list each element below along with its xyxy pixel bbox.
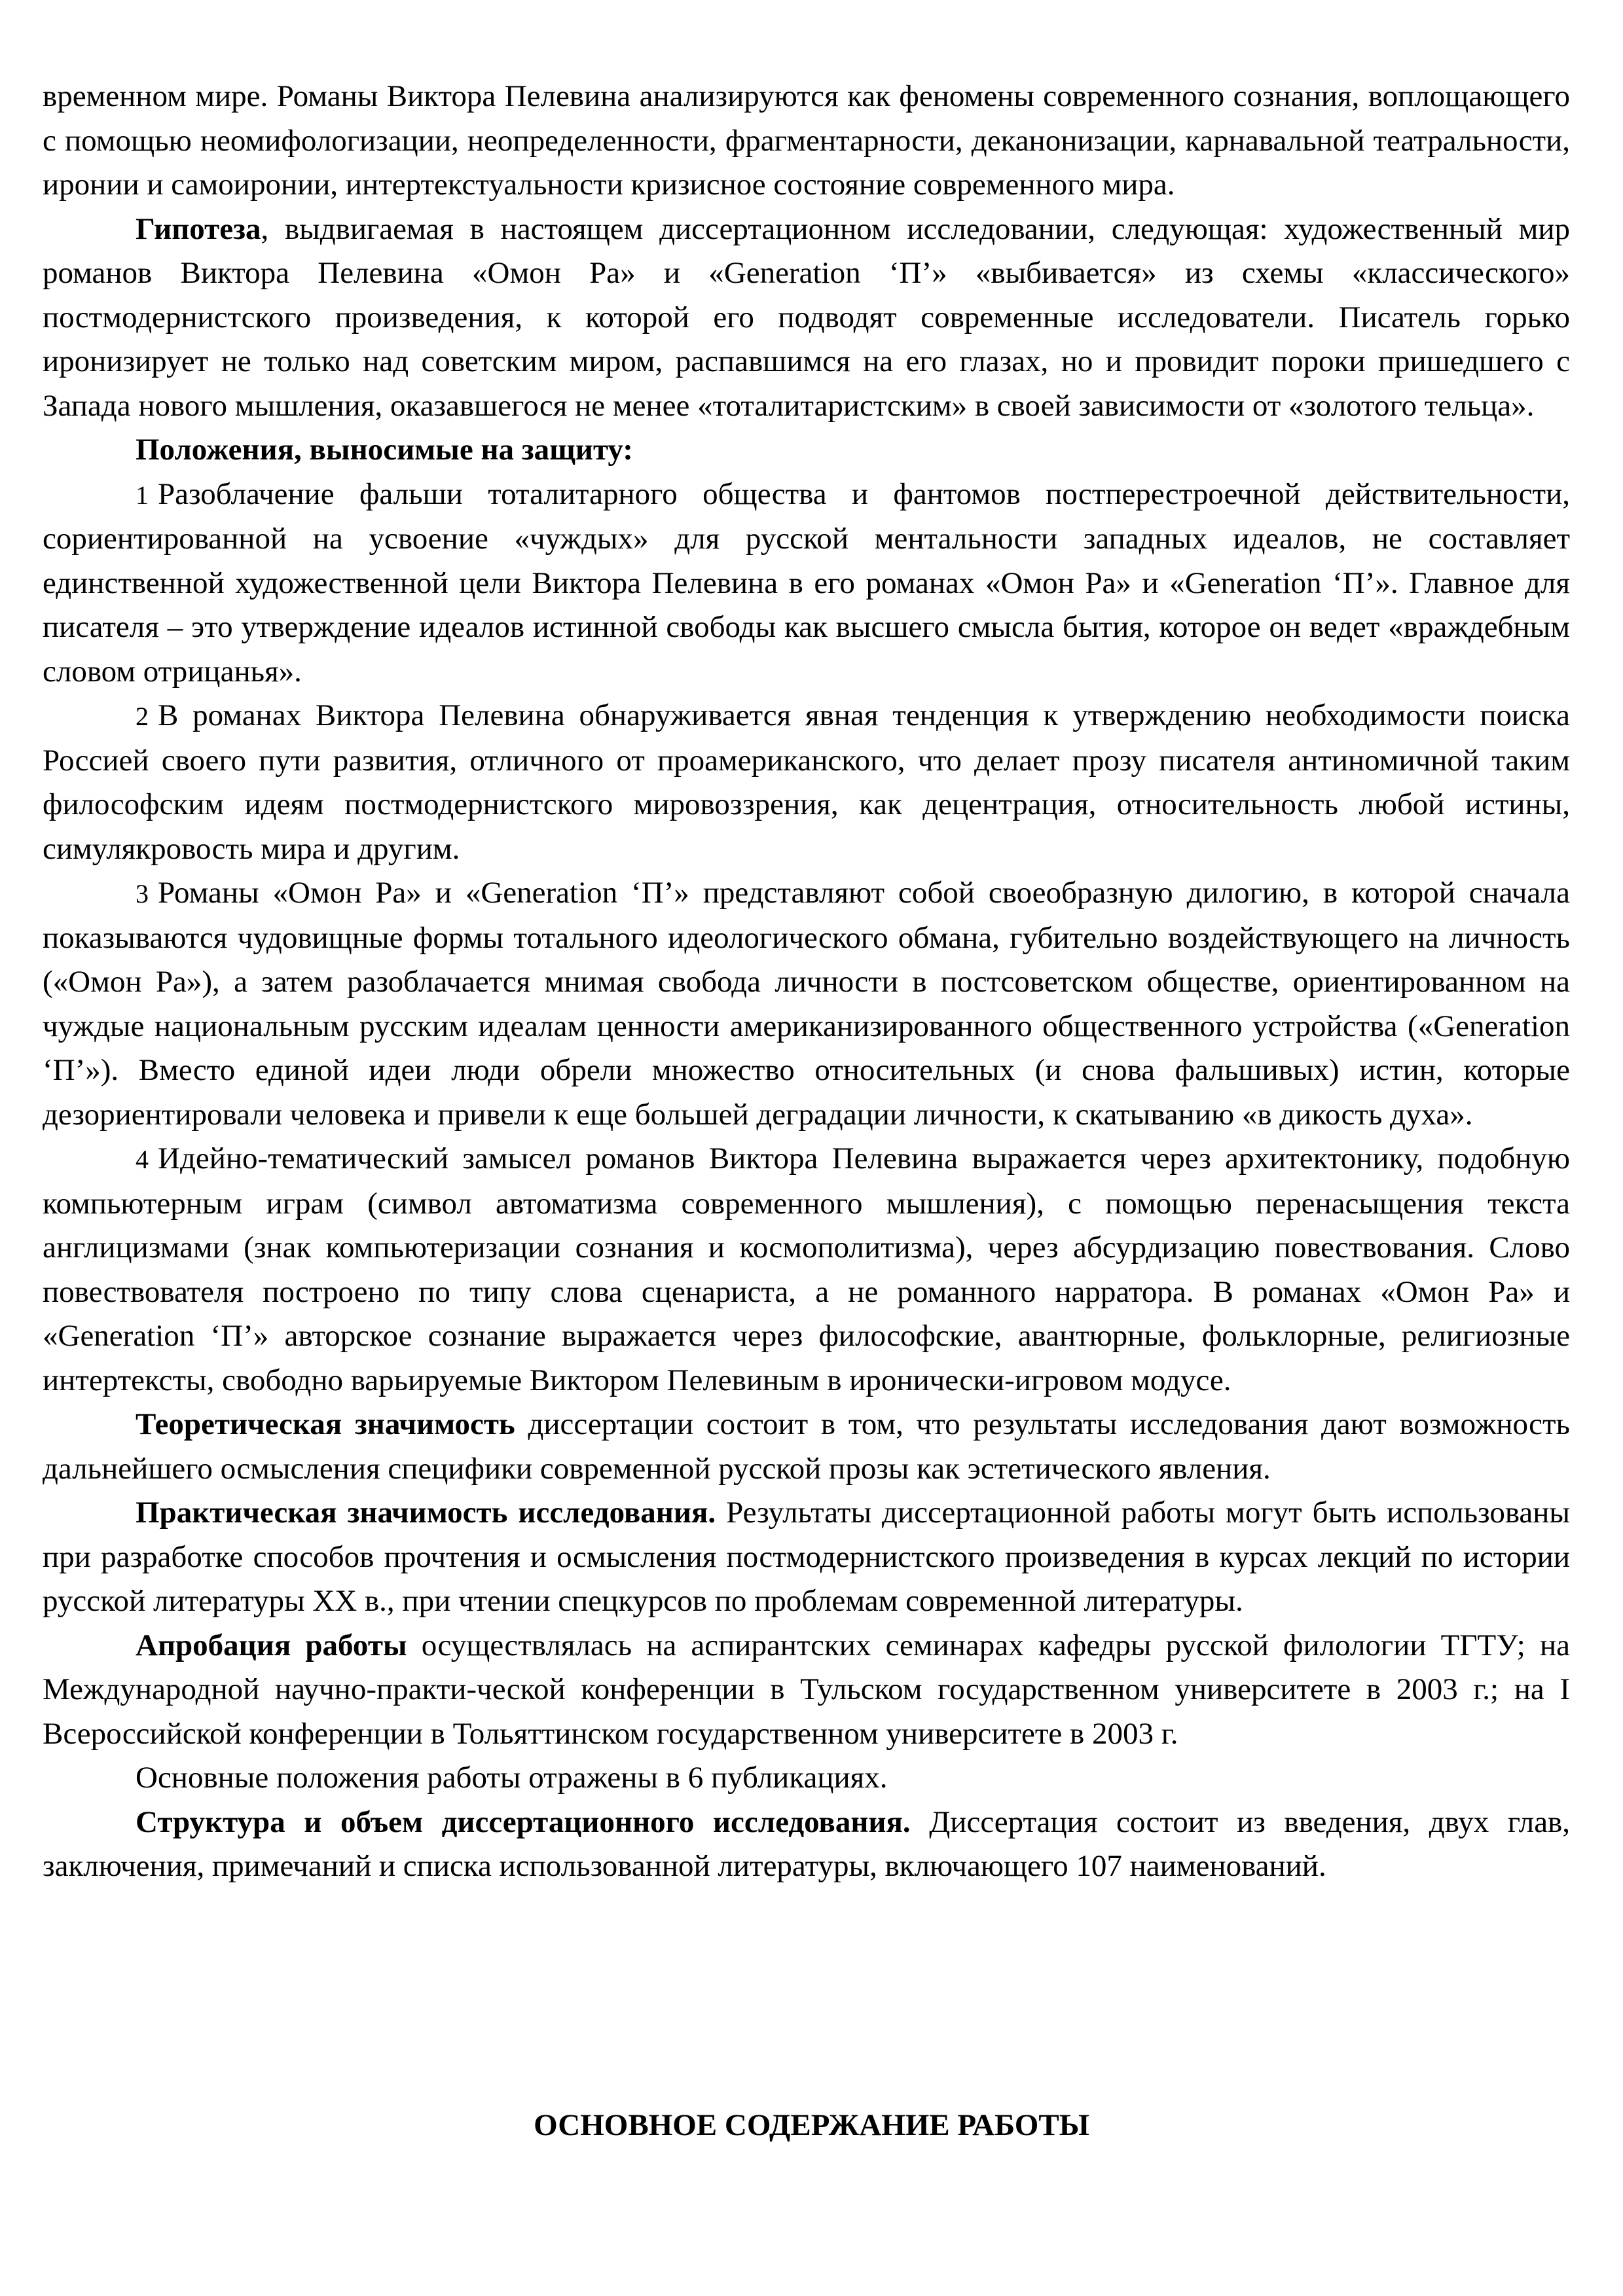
thesis-number: 3 [136, 879, 149, 908]
body-text [43, 75, 1570, 1889]
thesis-item-4 [43, 1137, 1570, 1403]
theoretical-significance-text: диссертации состоит в том, что результаты исследования дают возможность дальнейшего осмысления специфики современной русской прозы как эстетического явления. [43, 1407, 1570, 1486]
structure-text: Диссертация состоит из введения, двух глав, заключения, примечаний и списка использованной литературы, включающего 107 наименований. [43, 1804, 1571, 1883]
thesis-item-3 [43, 871, 1570, 1137]
thesis-text: Романы «Омон Ра» и «Generation ‘П’» представляют собой своеобразную дилогию, в которой сначала показываются чудовищные формы тотального идеологического обмана, губительно воздействующего на личность («Омон Ра»), а затем разоблачается мнимая свобода личности в постсоветском обществе, ориентированном на чуждые национальным русским идеалам ценности американизированного общественного устройства («Generation ‘П’»). Вместо единой идеи люди обрели множество относительных (и снова фальшивых) истин, которые дезориентировали человека и привели к еще большей деградации личности, к скатыванию «в дикость духа». [43, 876, 1570, 1132]
publications-paragraph: Основные положения работы отражены в 6 публикациях. [136, 1761, 888, 1795]
structure-paragraph [43, 1801, 1570, 1889]
intro-paragraph: временном мире. Романы Виктора Пелевина анализируются как феномены современного сознания, воплощающего с помощью неомифологизации, неопределенности, фрагментарности, деканонизации, карнавальной театральности, иронии и самоиронии, интертекстуальности кризисное состояние современного мира. [43, 79, 1570, 202]
practical-significance-label: Практическая значимость исследования. [136, 1496, 716, 1530]
approbation-paragraph [43, 1624, 1570, 1757]
thesis-number: 1 [136, 480, 149, 510]
thesis-item-1 [43, 473, 1570, 694]
structure-label: Структура и объем диссертационного исследования. [136, 1804, 911, 1839]
hypothesis-paragraph [43, 207, 1570, 429]
thesis-number: 4 [136, 1145, 149, 1174]
hypothesis-label: Гипотеза [136, 211, 261, 246]
thesis-number: 2 [136, 702, 149, 731]
thesis-text: В романах Виктора Пелевина обнаруживается явная тенденция к утверждению необходимости поиска Россией своего пути развития, отличного от проамериканского, что делает прозу писателя антиномичной таким философским идеям постмодернистского мировоззрения, как децентрация, относительность любой истины, симулякровость мира и другим. [43, 698, 1570, 866]
practical-significance-text: Результаты диссертационной работы могут быть использованы при разработке способов прочтения и осмысления постмодернистского произведения в курсах лекций по истории русской литературы XX в., при чтении спецкурсов по проблемам современной литературы. [43, 1496, 1570, 1618]
thesis-text: Разоблачение фальши тоталитарного общества и фантомов постперестроечной действительности, сориентированной на усвоение «чуждых» для русской ментальности западных идеалов, не составляет единственной художественной цели Виктора Пелевина в его романах «Омон Ра» и «Generation ‘П’». Главное для писателя – это утверждение идеалов истинной свободы как высшего смысла бытия, которое он ведет «враждебным словом отрицанья». [43, 476, 1570, 689]
theses-heading-text: Положения, выносимые на защиту: [136, 433, 633, 467]
hypothesis-text: , выдвигаемая в настоящем диссертационном исследовании, следующая: художественный мир романов Виктора Пелевина «Омон Ра» и «Generation ‘П’» «выбивается» из схемы «классического» постмодернистского произведения, к которой его подводят современные исследователи. Писатель горько иронизирует не только над советским миром, распавшимся на его глазах, но и провидит пороки пришедшего с Запада нового мышления, оказавшегося не менее «тоталитаристским» в своей зависимости от «золотого тельца». [43, 211, 1570, 423]
theoretical-significance-label: Теоретическая значимость [136, 1407, 515, 1441]
section-heading: ОСНОВНОЕ СОДЕРЖАНИЕ РАБОТЫ [534, 2108, 1089, 2142]
theses-heading [43, 428, 1570, 473]
thesis-item-2 [43, 694, 1570, 871]
thesis-text: Идейно-тематический замысел романов Виктора Пелевина выражается через архитектонику, подобную компьютерным играм (символ автоматизма современного мышления), с помощью перенасыщения текста англицизмами (знак компьютеризации сознания и космополитизма), через абсурдизацию повествования. Слово повествователя построено по типу слова сценариста, а не романного нарратора. В романах «Омон Ра» и «Generation ‘П’» авторское сознание выражается через философские, авантюрные, фольклорные, религиозные интертексты, свободно варьируемые Виктором Пелевиным в иронически-игровом модусе. [43, 1141, 1570, 1397]
theoretical-significance-paragraph [43, 1403, 1570, 1491]
approbation-label: Апробация работы [136, 1628, 407, 1662]
approbation-text: осуществлялась на аспирантских семинарах кафедры русской филологии ТГТУ; на Международной научно-практи-ческой конференции в Тульском государственном университете в 2003 г.; на I Всероссийской конференции в Тольяттинском государственном университете в 2003 г. [43, 1628, 1570, 1751]
practical-significance-paragraph [43, 1491, 1570, 1624]
